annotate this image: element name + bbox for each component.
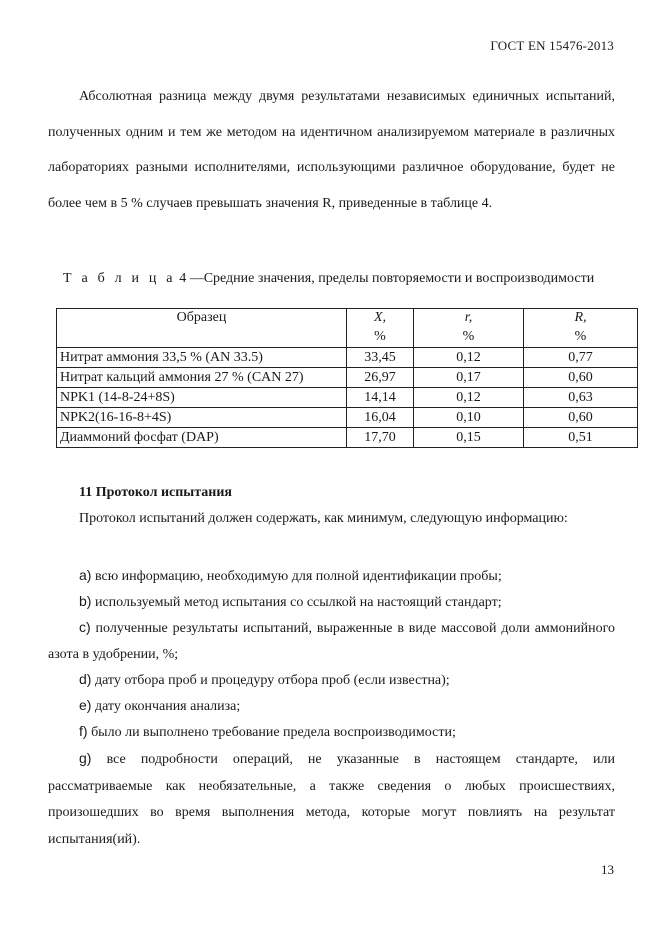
cell-x: 14,14 (347, 388, 414, 408)
cell-sample: Диаммоний фосфат (DAP) (57, 428, 347, 448)
section-intro: Протокол испытаний должен содержать, как минимум, следующую информацию: (79, 511, 568, 526)
cell-sample: Нитрат аммония 33,5 % (AN 33.5) (57, 348, 347, 368)
cell-R: 0,60 (524, 368, 638, 388)
header-x-symbol: X, (347, 309, 414, 329)
table-row (57, 368, 638, 388)
header-r-unit: % (414, 328, 524, 348)
intro-paragraph: Абсолютная разница между двумя результатами независимых единичных испытаний, полученных одним и тем же методом на идентичном анализируемом материале в различных лабораториях разными исполнителями, использующими различное оборудование, будет не более чем в 5 % случаев превышать значения R, приведенные в таблице 4. (48, 89, 615, 211)
header-R-unit: % (524, 328, 638, 348)
list-item-text: всю информацию, необходимую для полной идентификации пробы; (94, 569, 502, 584)
list-item-label: g) (79, 750, 92, 766)
list-item-text: полученные результаты испытаний, выраженные в виде массовой доли аммонийного азота в удобрении, %; (48, 621, 615, 662)
table-row (57, 388, 638, 408)
list-item-text: дату окончания анализа; (94, 699, 241, 714)
cell-r: 0,10 (414, 408, 524, 428)
list-item (48, 745, 615, 853)
section-title: 11 Протокол испытания (79, 485, 232, 500)
header-R-symbol: R, (524, 309, 638, 329)
cell-x: 17,70 (347, 428, 414, 448)
list-item-label: e) (79, 697, 92, 713)
cell-R: 0,63 (524, 388, 638, 408)
list-item-label: f) (79, 723, 88, 739)
cell-x: 33,45 (347, 348, 414, 368)
table-caption (63, 271, 623, 287)
table-caption-prefix: Т а б л и ц а (63, 271, 176, 286)
list-item-label: b) (79, 593, 92, 609)
cell-sample: NPK1 (14-8-24+8S) (57, 388, 347, 408)
header-sample: Образец (57, 309, 347, 348)
list-item-label: d) (79, 671, 92, 687)
list-item (48, 666, 615, 694)
cell-r: 0,12 (414, 348, 524, 368)
table-caption-text: 4 —Средние значения, пределы повторяемости и воспроизводимости (175, 271, 595, 286)
cell-sample: Нитрат кальций аммония 27 % (CAN 27) (57, 368, 347, 388)
cell-r: 0,17 (414, 368, 524, 388)
header-r-symbol: r, (414, 309, 524, 329)
cell-R: 0,77 (524, 348, 638, 368)
list-item-label: c) (79, 619, 91, 635)
list-item-text: используемый метод испытания со ссылкой на настоящий стандарт; (94, 595, 502, 610)
cell-x: 26,97 (347, 368, 414, 388)
list-item (48, 692, 615, 720)
cell-R: 0,60 (524, 408, 638, 428)
list-item-text: дату отбора проб и процедуру отбора проб (если известна); (94, 673, 450, 688)
list-item (48, 588, 615, 616)
cell-sample: NPK2(16-16-8+4S) (57, 408, 347, 428)
table-row (57, 348, 638, 368)
list-item-text: было ли выполнено требование предела воспроизводимости; (91, 725, 456, 740)
header-x-unit: % (347, 328, 414, 348)
cell-r: 0,12 (414, 388, 524, 408)
list-item (48, 562, 615, 590)
cell-r: 0,15 (414, 428, 524, 448)
list-item-label: a) (79, 567, 92, 583)
cell-x: 16,04 (347, 408, 414, 428)
cell-R: 0,51 (524, 428, 638, 448)
results-table (56, 308, 638, 448)
document-code-header: ГОСТ EN 15476-2013 (490, 38, 614, 53)
table-row (57, 428, 638, 448)
list-item-text: все подробности операций, не указанные в настоящем стандарте, или рассматриваемые как необязательные, а также сведения о любых происшествиях, произошедших во время выполнения метода, которые могут повлиять на результат испытания(ий). (48, 752, 616, 847)
list-item (48, 614, 615, 668)
table-row (57, 408, 638, 428)
page-number: 13 (601, 862, 614, 877)
list-item (48, 718, 615, 746)
